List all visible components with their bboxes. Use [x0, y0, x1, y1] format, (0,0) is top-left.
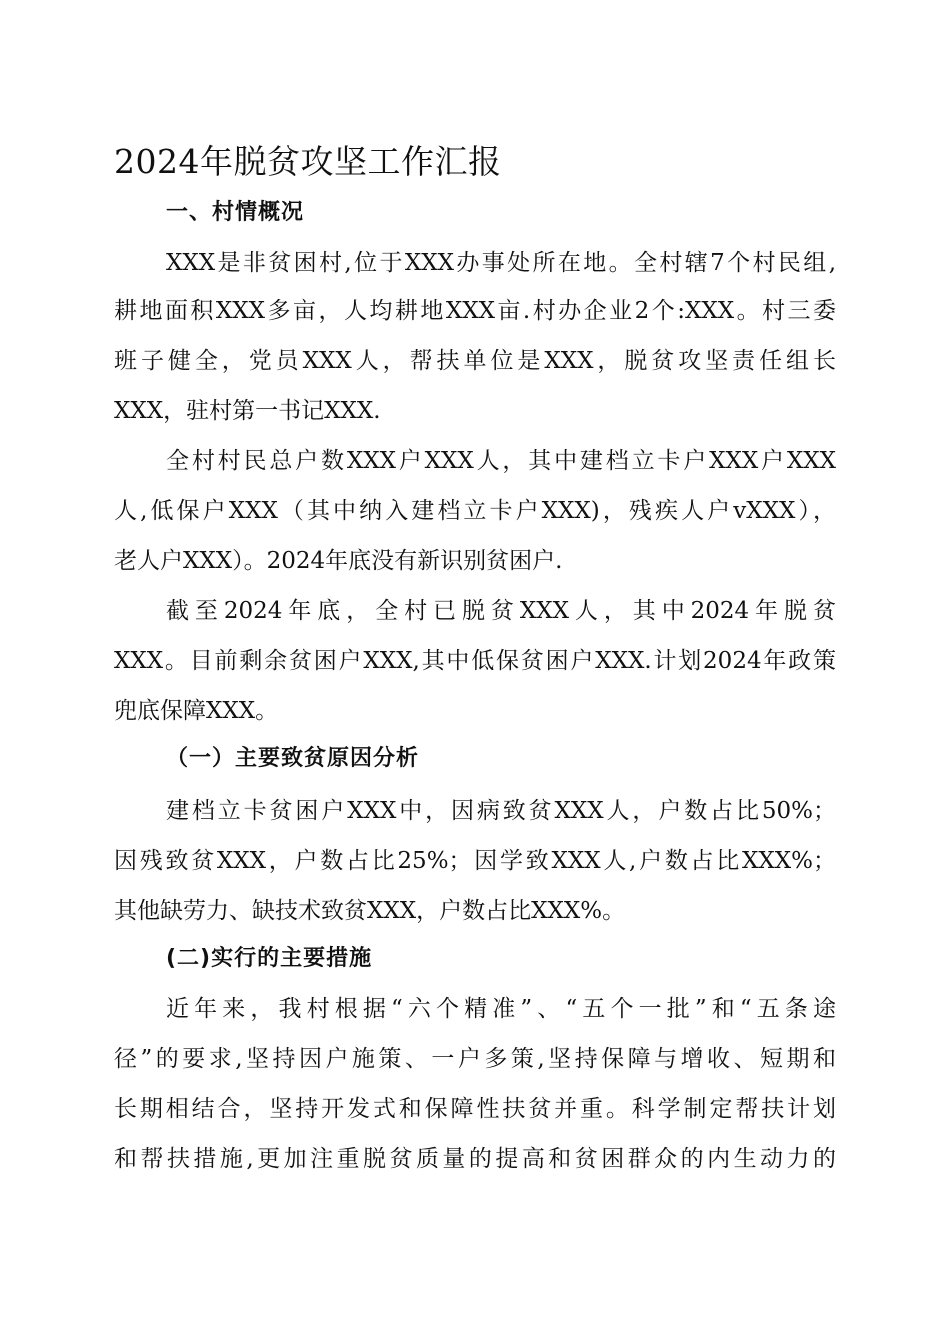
- paragraph-line: XXX，驻村第一书记XXX.: [114, 398, 381, 424]
- paragraph-line: 耕地面积XXX多亩，人均耕地XXX亩.村办企业2个:XXX。村三委: [114, 298, 836, 324]
- paragraph-line: 因残致贫XXX，户数占比25%；因学致XXX人,户数占比XXX%；: [114, 848, 836, 874]
- paragraph-line: 老人户XXX）。2024年底没有新识别贫困户.: [114, 548, 563, 574]
- document-title: 2024年脱贫攻坚工作汇报: [114, 142, 502, 181]
- paragraph-line: 长期相结合，坚持开发式和保障性扶贫并重。科学制定帮扶计划: [114, 1096, 836, 1122]
- paragraph-line: XXX。目前剩余贫困户XXX,其中低保贫困户XXX.计划2024年政策: [114, 648, 836, 674]
- section-heading-measures: (二)实行的主要措施: [166, 946, 373, 971]
- section-heading-village-overview: 一、村情概况: [166, 200, 305, 225]
- paragraph-line: XXX是非贫困村,位于XXX办事处所在地。全村辖7个村民组,: [166, 250, 836, 276]
- paragraph-line: 兜底保障XXX。: [114, 698, 279, 724]
- paragraph-line: 全村村民总户数XXX户XXX人，其中建档立卡户XXX户XXX: [166, 448, 836, 474]
- paragraph-line: 班子健全，党员XXX人，帮扶单位是XXX，脱贫攻坚责任组长: [114, 348, 836, 374]
- paragraph-line: 其他缺劳力、缺技术致贫XXX，户数占比XXX%。: [114, 898, 626, 924]
- paragraph-line: 径”的要求,坚持因户施策、一户多策,坚持保障与增收、短期和: [114, 1046, 836, 1072]
- paragraph-line: 人,低保户XXX（其中纳入建档立卡户XXX)，残疾人户vXXX），: [114, 498, 836, 524]
- paragraph-line: 建档立卡贫困户XXX中，因病致贫XXX人，户数占比50%；: [166, 798, 836, 824]
- paragraph-line: 和帮扶措施,更加注重脱贫质量的提高和贫困群众的内生动力的: [114, 1146, 836, 1172]
- section-heading-causes: （一）主要致贫原因分析: [166, 746, 420, 771]
- paragraph-line: 近年来，我村根据“六个精准”、“五个一批”和“五条途: [166, 996, 836, 1022]
- paragraph-line: 截至2024年底，全村已脱贫XXX人，其中2024年脱贫: [166, 598, 836, 624]
